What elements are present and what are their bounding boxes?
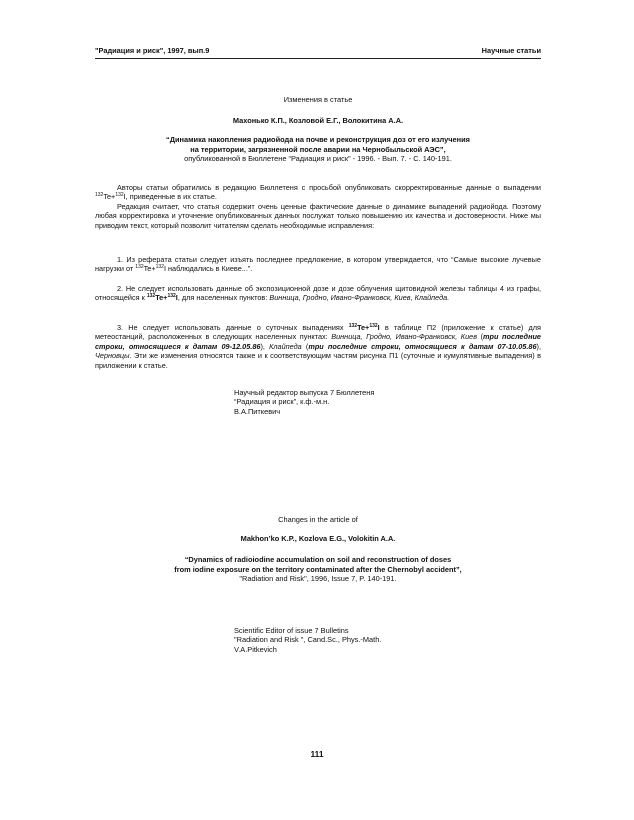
- page-number: 111: [310, 749, 324, 759]
- ru-article-title-line1: “Динамика накопления радиойода на почве и реконструкция доз от его излучения: [166, 135, 470, 144]
- en-section-title: Changes in the article of: [278, 515, 358, 524]
- en-editor-signature: [234, 626, 494, 654]
- running-header: [95, 46, 541, 55]
- ru-paragraph-2: Редакция считает, что статья содержит очень ценные фактические данные о динамике выпадений радиойода. Поэтому любая корректировка и уточнение опубликованных данных послужат только повышению их качества и достоверности. Ниже мы приводим текст, который позволит читателям сделать необходимые исправления:: [95, 201, 541, 230]
- en-sig-line3: V.A.Pitkevich: [234, 644, 277, 654]
- ru-published-line: опубликованной в Бюллетене “Радиация и риск” - 1996. - Вып. 7. - С. 140-191.: [184, 154, 452, 164]
- header-rule: [95, 58, 541, 59]
- ru-editor-signature: [234, 388, 494, 416]
- ru-sig-line3: В.А.Питкевич: [234, 406, 281, 416]
- ru-sig-line2: “Радиация и риск”, к.ф.-м.н.: [234, 397, 330, 407]
- ru-item-1: 1. Из реферата статьи следует изъять последнее предложение, в котором утверждается, что “Самые высокие лучевые нагрузки от $^{132}$Te+$^{132}$I наблюдались в Киеве...”.: [95, 255, 541, 274]
- en-article-heading: [95, 555, 541, 584]
- en-article-title-line2: from iodine exposure on the territory contaminated after the Chernobyl accident”,: [174, 564, 462, 574]
- en-sig-line2: "Radiation and Risk ", Cand.Sc., Phys.-Math.: [234, 635, 382, 645]
- header-journal: "Радиация и риск", 1997, вып.9: [95, 46, 210, 55]
- ru-item-3: 3. Не следует использовать данные о суточных выпадениях $^{132}$Te+$^{132}$I в таблице П2 (приложение к статье) для метеостанций, расположенных в следующих населенных пунктах: Винница, Гродно, Ивано-Франковск, Киев (три последние строки, относящиеся к датам 09-12.05.86), Клайпеда (три последние строки, относящиеся к датам 07-10.05.86), Черновцы. Эти же изменения относятся также и к соответствующим частям рисунка П1 (суточные и кумулятивные выпадения) в приложении к статье.: [95, 323, 542, 370]
- ru-paragraph-1: Авторы статьи обратились в редакцию Бюллетеня с просьбой опубликовать скорректированные данные о выпадении $^{132}$Te+$^{132}$I, приведенные в их статье.: [95, 183, 541, 202]
- en-sig-line1: Scientific Editor of issue 7 Bulletins: [234, 626, 349, 635]
- en-authors: Makhon’ko K.P., Kozlova E.G., Volokitin A.A.: [240, 534, 396, 543]
- ru-article-title-line2: на территории, загрязненной после аварии на Чернобыльской АЭС”,: [190, 144, 446, 154]
- en-article-title-line1: “Dynamics of radioiodine accumulation on soil and reconstruction of doses: [184, 555, 452, 564]
- ru-section-title: Изменения в статье: [283, 95, 353, 104]
- ru-article-heading: [95, 135, 541, 164]
- ru-item-2: 2. Не следует использовать данные об экспозиционной дозе и дозе облучения щитовидной железы таблицы 4 из графы, относящейся к $^{132}$Te+$^{132}$I, для населенных пунктов: Винница, Гродно, Ивано-Франковск, Киев, Клайпеда.: [95, 284, 541, 303]
- en-published-line: "Radiation and Risk", 1996, Issue 7, P. 140-191.: [239, 574, 397, 584]
- ru-authors: Махонько К.П., Козловой Е.Г., Волокитина А.А.: [232, 116, 404, 125]
- ru-intro: [95, 183, 541, 230]
- header-section: Научные статьи: [481, 46, 541, 55]
- ru-sig-line1: Научный редактор выпуска 7 Бюллетеня: [234, 388, 375, 397]
